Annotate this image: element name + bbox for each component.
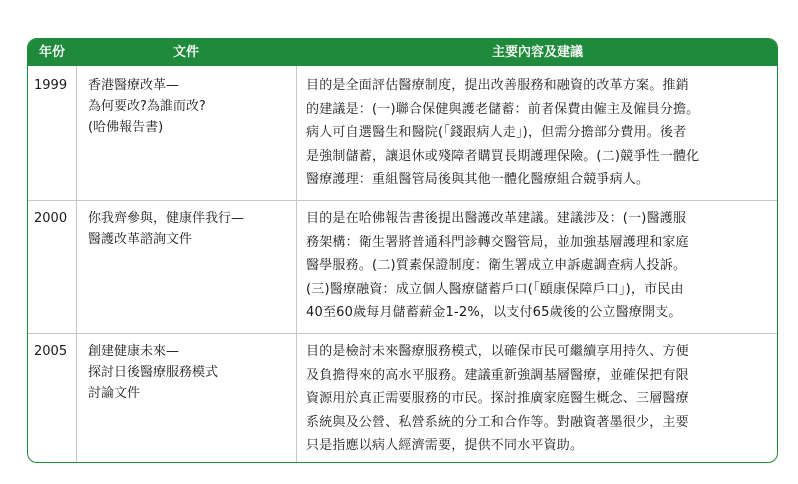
row-year: 2000 — [34, 211, 68, 226]
content-line: 40至60歲每月儲蓄薪金1-2%，以支付65歲後的公立醫療開支。 — [306, 305, 682, 320]
content-line: 目的是檢討未來醫療服務模式，以確保市民可繼續享用持久、方便 — [306, 344, 689, 359]
content-line: 病人可自選醫生和醫院(「錢跟病人走」)，但需分擔部分費用。後者 — [306, 125, 687, 140]
row-content — [306, 340, 766, 458]
content-line: 的建議是：(一)聯合保健與護老儲蓄：前者保費由僱主及僱員分擔。 — [306, 101, 700, 117]
policy-table — [27, 38, 778, 463]
document-line: 香港醫療改革— — [88, 78, 180, 93]
content-line: 系統與及公營、私營系統的分工和合作等。對融資著墨很少，主要 — [306, 414, 689, 430]
document-line: 探討日後醫療服務模式 — [88, 365, 219, 380]
document-line: 創建健康未來— — [88, 344, 180, 359]
content-line: 醫學服務。(二)質素保證制度：衛生署成立申訴處調查病人投訴。 — [306, 258, 687, 273]
document-line: 討論文件 — [88, 386, 141, 401]
table-header — [28, 39, 777, 66]
content-line: 及負擔得來的高水平服務。建議重新強調基層醫療，並確保把有限 — [306, 367, 689, 383]
row-content — [306, 207, 766, 325]
content-line: 目的是全面評估醫療制度，提出改善服務和融資的改革方案。推銷 — [306, 78, 689, 93]
content-line: 資源用於真正需要服務的市民。探討推廣家庭醫生概念、三層醫療 — [306, 391, 689, 406]
document-line: (哈佛報告書) — [88, 120, 164, 135]
row-year: 2005 — [34, 344, 68, 359]
row-year: 1999 — [34, 78, 68, 93]
content-line: 目的是在哈佛報告書後提出醫護改革建議。建議涉及：(一)醫護服 — [306, 211, 687, 226]
document-line: 為何要改?為誰而改? — [88, 99, 206, 114]
header-year: 年份 — [38, 45, 65, 60]
content-line: 醫療護理：重組醫管局後與其他一體化醫療組合競爭病人。 — [306, 172, 650, 187]
row-document — [88, 208, 288, 250]
document-line: 你我齊參與，健康伴我行— — [88, 211, 245, 226]
header-document: 文件 — [172, 45, 199, 60]
content-line: 是強制儲蓄，讓退休或殘障者購買長期護理保險。(二)競爭性一體化 — [306, 148, 700, 164]
header-content: 主要內容及建議 — [491, 45, 583, 60]
row-content — [306, 74, 766, 192]
row-document — [88, 75, 288, 138]
row-document — [88, 341, 288, 404]
content-line: (三)醫療融資：成立個人醫療儲蓄戶口(「頤康保障戶口」)，市民由 — [306, 281, 684, 297]
content-line: 務架構：衛生署將普通科門診轉交醫管局，並加強基層護理和家庭 — [306, 234, 689, 250]
document-line: 醫護改革諮詢文件 — [88, 232, 193, 247]
content-line: 只是指應以病人經濟需要，提供不同水平資助。 — [306, 438, 584, 453]
